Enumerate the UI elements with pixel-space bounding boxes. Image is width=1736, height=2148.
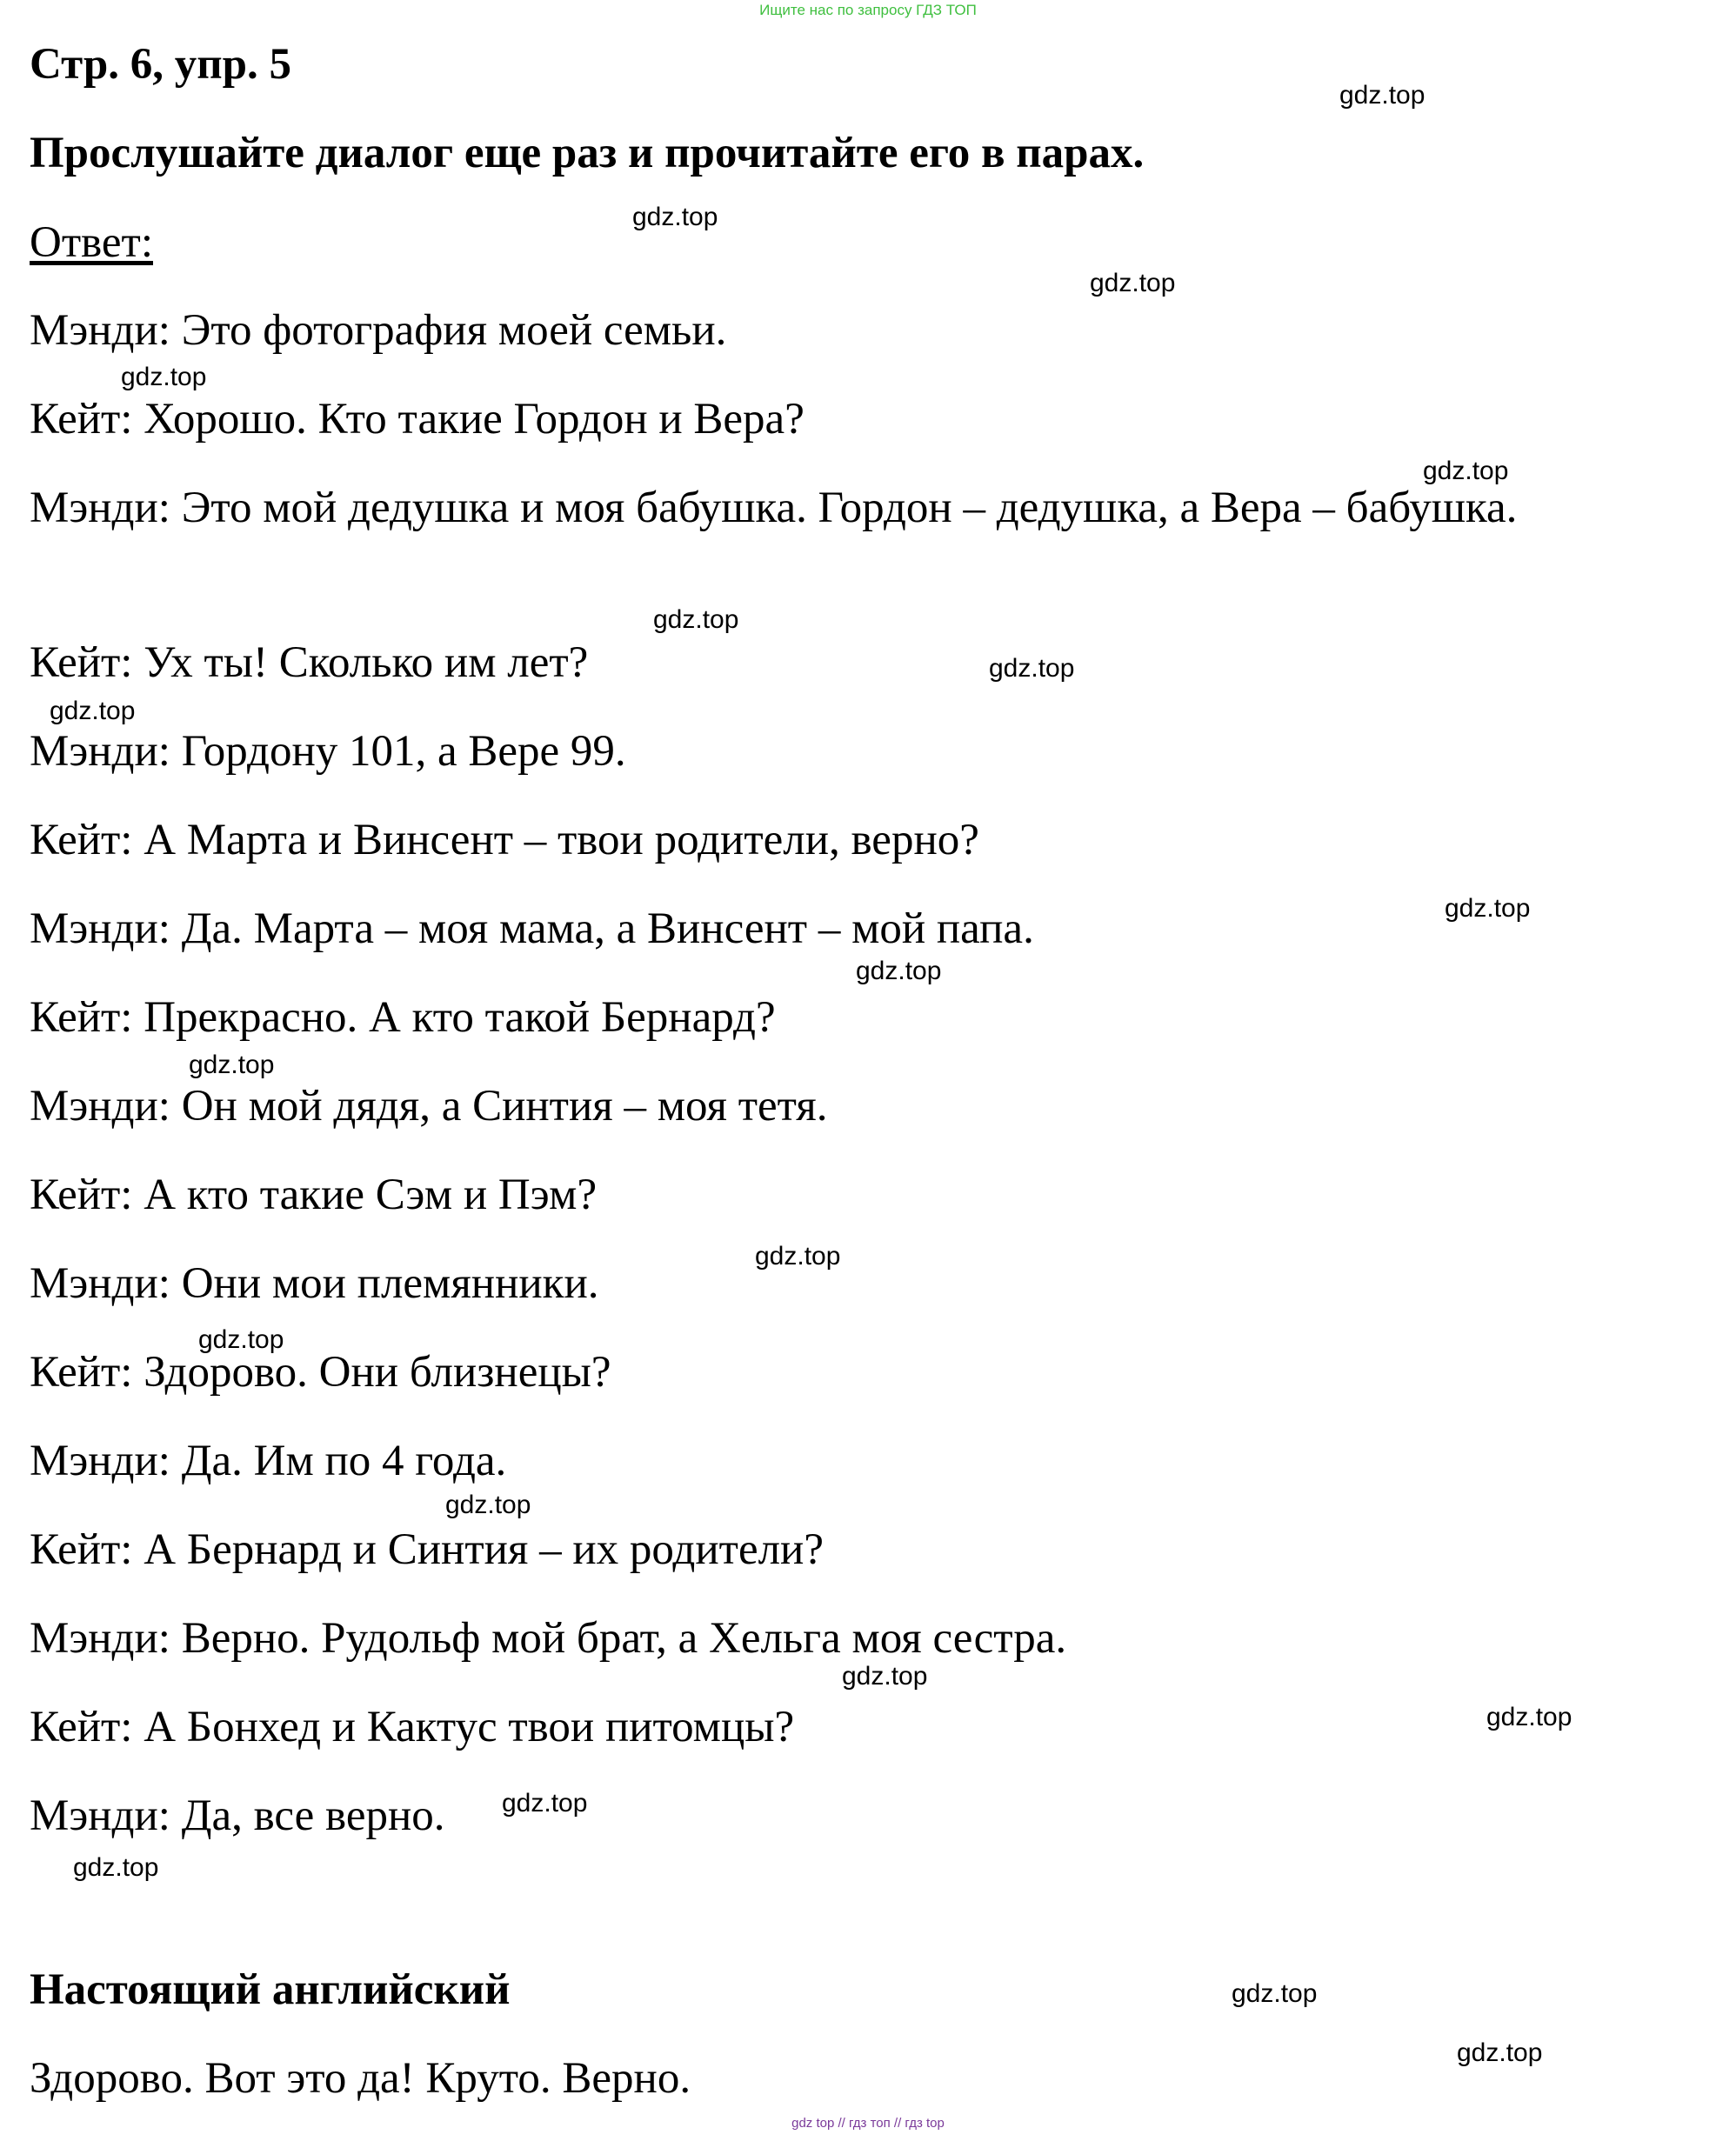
watermark: gdz.top (198, 1325, 284, 1354)
watermark: gdz.top (502, 1789, 588, 1818)
dialogue-line: Кейт: Здорово. Они близнецы? (30, 1348, 611, 1397)
dialogue-line: Кейт: А Бернард и Синтия – их родители? (30, 1525, 824, 1574)
dialogue-line: Кейт: А Марта и Винсент – твои родители, верно? (30, 816, 979, 864)
watermark: gdz.top (50, 697, 136, 725)
watermark: gdz.top (1090, 269, 1176, 297)
bottom-banner: gdz top // гдз топ // гдз top (791, 2116, 945, 2131)
dialogue-line: Кейт: Ух ты! Сколько им лет? (30, 638, 589, 687)
watermark: gdz.top (632, 203, 718, 231)
dialogue-line: Мэнди: Верно. Рудольф мой брат, а Хельга моя сестра. (30, 1614, 1067, 1663)
dialogue-line: Мэнди: Да. Им по 4 года. (30, 1437, 507, 1485)
watermark: gdz.top (189, 1051, 275, 1079)
dialogue-line: Кейт: Прекрасно. А кто такой Бернард? (30, 993, 776, 1042)
dialogue-line: Мэнди: Это мой дедушка и моя бабушка. Гордон – дедушка, а Вера – бабушка. (30, 484, 1518, 532)
task-instruction: Прослушайте диалог еще раз и прочитайте его в парах. (30, 129, 1145, 177)
watermark: gdz.top (445, 1491, 531, 1519)
watermark: gdz.top (856, 957, 942, 985)
watermark: gdz.top (1232, 1979, 1318, 2008)
watermark: gdz.top (653, 605, 739, 634)
watermark: gdz.top (989, 654, 1075, 683)
dialogue-line: Мэнди: Да, все верно. (30, 1791, 445, 1840)
dialogue-line: Мэнди: Это фотография моей семьи. (30, 306, 727, 355)
watermark: gdz.top (842, 1662, 928, 1691)
watermark: gdz.top (73, 1853, 159, 1882)
section-title: Настоящий английский (30, 1965, 511, 2014)
watermark: gdz.top (755, 1242, 841, 1271)
dialogue-line: Мэнди: Он мой дядя, а Синтия – моя тетя. (30, 1082, 828, 1131)
top-banner: Ищите нас по запросу ГДЗ ТОП (759, 2, 977, 18)
watermark: gdz.top (1445, 894, 1531, 923)
watermark: gdz.top (1339, 81, 1426, 110)
section-text: Здорово. Вот это да! Круто. Верно. (30, 2054, 691, 2103)
dialogue-line: Кейт: А Бонхед и Кактус твои питомцы? (30, 1703, 795, 1751)
dialogue-line: Кейт: А кто такие Сэм и Пэм? (30, 1171, 598, 1219)
watermark: gdz.top (121, 363, 207, 391)
dialogue-line: Кейт: Хорошо. Кто такие Гордон и Вера? (30, 395, 805, 444)
watermark: gdz.top (1423, 457, 1509, 485)
dialogue-line: Мэнди: Гордону 101, а Вере 99. (30, 727, 626, 776)
watermark: gdz.top (1457, 2038, 1543, 2067)
dialogue-line: Мэнди: Да. Марта – моя мама, а Винсент – мой папа. (30, 904, 1034, 953)
page-title: Стр. 6, упр. 5 (30, 40, 291, 89)
dialogue-line: Мэнди: Они мои племянники. (30, 1259, 599, 1308)
answer-label: Ответ: (30, 218, 153, 267)
watermark: gdz.top (1486, 1703, 1572, 1731)
